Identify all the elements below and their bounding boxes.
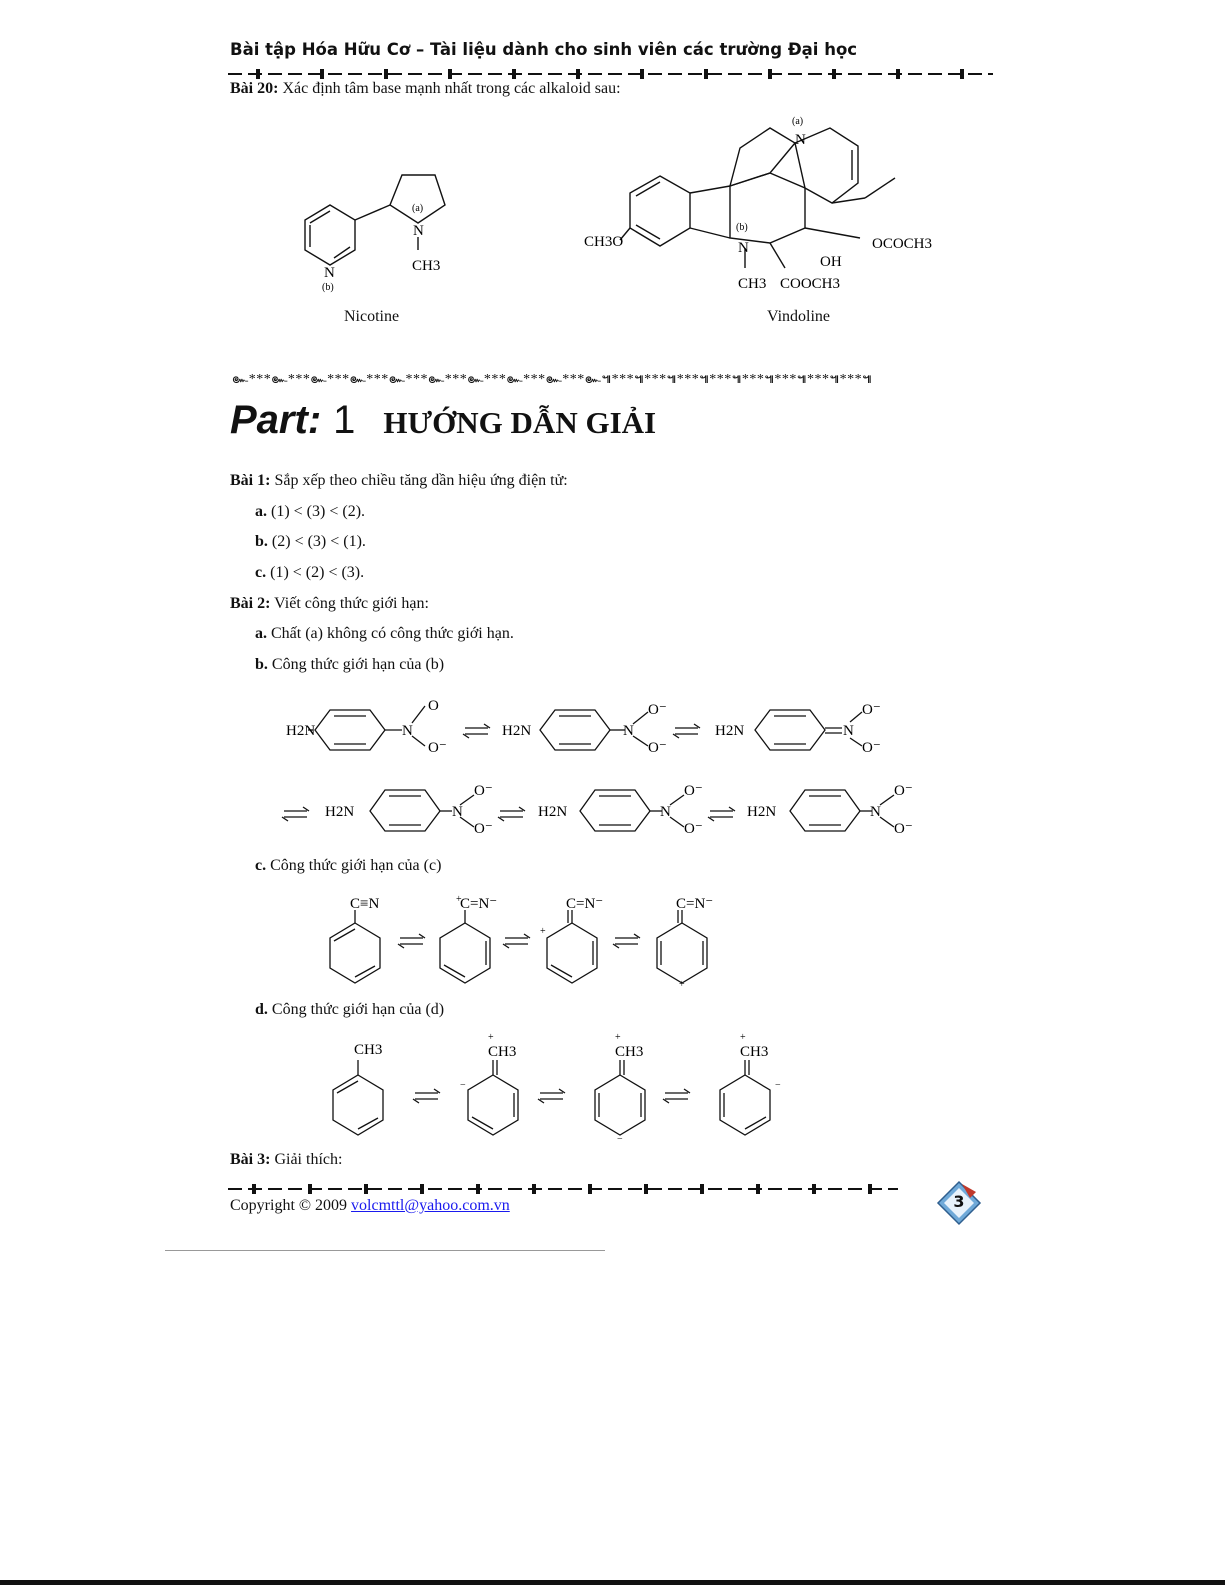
bai1-text: Sắp xếp theo chiều tăng dần hiệu ứng điện tử: [274,472,568,489]
ch3-label-4: CH3 [740,1044,769,1060]
bai3-label: Bài 3: [230,1151,271,1168]
vindoline-ch3: CH3 [738,276,767,292]
minus-d-4: − [775,1080,781,1091]
vindoline-label-b: (b) [736,222,748,233]
h2n-label-1: H2N [286,723,316,739]
nitro-o-minus-3b: O⁻ [862,740,881,756]
h2n-label-4: H2N [325,804,355,820]
bai2-item-c-label: c. [255,857,267,874]
cn-label-4: C=N⁻ [676,896,714,912]
vindoline-n-b: N [738,240,749,256]
plus-c-3: + [540,926,546,937]
ch3-label-3: CH3 [615,1044,644,1060]
footer-dashed-rule [228,1182,898,1196]
document-header-title: Bài tập Hóa Hữu Cơ – Tài liệu dành cho sinh viên các trường Đại học [230,40,858,59]
part-heading [230,398,656,448]
h2n-label-6: H2N [747,804,777,820]
header-dashed-rule [228,66,993,80]
vindoline-n-a: N [795,132,806,148]
h2n-label-5: H2N [538,804,568,820]
nitro-o-minus-2a: O⁻ [648,702,667,718]
nicotine-n-a: N [413,223,424,239]
resonance-c-row [310,888,730,988]
bai2-item-d-label: d. [255,1001,268,1018]
part-word: Part: [230,398,322,442]
resonance-d-row [310,1030,790,1142]
ch3-label-2: CH3 [488,1044,517,1060]
plus-d-3: + [615,1032,621,1043]
nitro-o-minus-5b: O⁻ [684,821,703,837]
part-number: 1 [333,398,356,442]
bai20-text: Xác định tâm base mạnh nhất trong các alkaloid sau: [282,80,621,97]
bai1-item-c-label: c. [255,564,267,581]
ch3-label-1: CH3 [354,1042,383,1058]
bai1-item-a [255,503,365,521]
vindoline-och3: CH3O [584,234,624,250]
minus-d-2: − [460,1080,466,1091]
nicotine-label-a: (a) [412,203,424,214]
page-number-badge [936,1180,982,1226]
bai1-item-b [255,533,366,551]
bai2-item-b [255,656,444,674]
nicotine-caption: Nicotine [344,308,400,325]
email-link[interactable]: volcmttl@yahoo.com.vn [351,1197,510,1214]
bai2-item-a-label: a. [255,625,267,642]
cn-label-1: C≡N [350,896,380,912]
bai3-question [230,1151,342,1169]
bai2-question [230,595,429,613]
ornamental-separator: ๛***๛***๛***๛***๛***๛***๛***๛***๛***๛๚***๚***๚***๚***๚***๚***๚***๚***๚ [232,372,873,387]
part-title: HƯỚNG DẪN GIẢI [383,405,657,440]
nitro-o-minus-6a: O⁻ [894,783,913,799]
nitro-o-minus-6b: O⁻ [894,821,913,837]
bai2-item-d [255,1001,444,1019]
minus-d-3: − [617,1134,623,1142]
bai2-item-c-text: Công thức giới hạn của (c) [270,857,442,874]
bai2-item-b-text: Công thức giới hạn của (b) [271,656,445,673]
footer-copyright [230,1197,510,1215]
h2n-label-2: H2N [502,723,532,739]
nitro-o-minus-3a: O⁻ [862,702,881,718]
bai2-label: Bài 2: [230,595,271,612]
nitro-o-minus-2b: O⁻ [648,740,667,756]
nitro-o-minus-1: O⁻ [428,740,447,756]
vindoline-cooch3: COOCH3 [780,276,841,292]
bai1-item-b-label: b. [255,533,268,550]
bai1-item-c-text: (1) < (2) < (3). [270,564,365,581]
nicotine-structure [290,165,470,300]
bai1-item-a-text: (1) < (3) < (2). [271,503,366,520]
bai2-item-a-text: Chất (a) không có công thức giới hạn. [271,625,514,642]
bai20-label: Bài 20: [230,80,279,97]
nitro-n-4: N [452,804,463,820]
bai1-item-a-label: a. [255,503,267,520]
bai1-item-c [255,564,364,582]
copyright-text: Copyright © 2009 [230,1197,348,1214]
nitro-n-6: N [870,804,881,820]
page-bottom-rule [165,1250,605,1251]
bai2-item-d-text: Công thức giới hạn của (d) [271,1001,445,1018]
vindoline-structure [580,108,960,303]
nitro-o-minus-5a: O⁻ [684,783,703,799]
cn-label-3: C=N⁻ [566,896,604,912]
nitro-n-5: N [660,804,671,820]
page-number: 3 [953,1192,965,1211]
cn-label-2: C=N⁻ [460,896,498,912]
resonance-b-row1 [280,688,900,758]
page-edge-bar [0,1580,1225,1585]
bai2-item-a [255,625,514,643]
plus-c-2: + [456,894,462,905]
plus-d-2: + [488,1032,494,1043]
vindoline-label-a: (a) [792,116,804,127]
bai1-label: Bài 1: [230,472,271,489]
plus-c-4: + [679,979,685,988]
nicotine-label-b: (b) [322,282,334,293]
nitro-n-3: N [843,723,854,739]
bai1-item-b-text: (2) < (3) < (1). [271,533,366,550]
nitro-n-1: N [402,723,413,739]
bai2-item-c [255,857,441,875]
bai1-question [230,472,568,490]
bai2-item-b-label: b. [255,656,268,673]
resonance-b-row2 [280,775,920,845]
nitro-o-minus-4b: O⁻ [474,821,493,837]
vindoline-ococh3: OCOCH3 [872,236,933,252]
nicotine-n-b: N [324,265,335,281]
bai20-question [230,80,621,98]
h2n-label-3: H2N [715,723,745,739]
nitro-o-1: O [428,698,439,714]
nicotine-ch3: CH3 [412,258,441,274]
plus-d-4: + [740,1032,746,1043]
bai3-text: Giải thích: [274,1151,343,1168]
nitro-o-minus-4a: O⁻ [474,783,493,799]
vindoline-caption: Vindoline [767,308,831,325]
vindoline-oh: OH [820,254,842,270]
bai2-text: Viết công thức giới hạn: [274,595,429,612]
nitro-n-2: N [623,723,634,739]
